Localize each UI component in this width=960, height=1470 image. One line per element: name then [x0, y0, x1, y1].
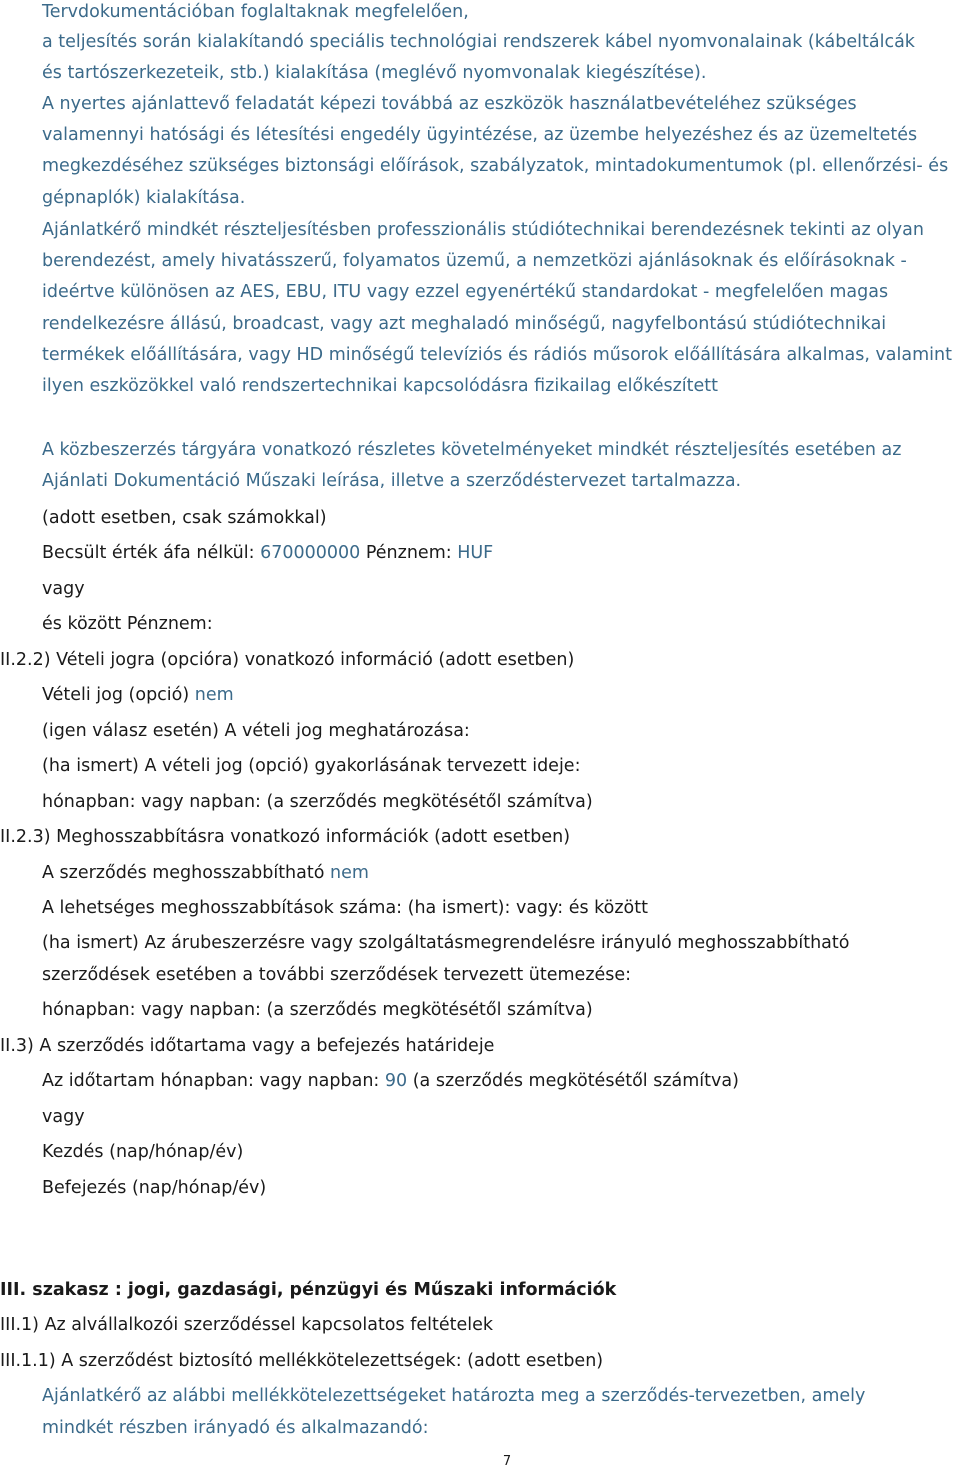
option-planned-time: (ha ismert) A vételi jog (opció) gyakorlásának tervezett ideje:	[42, 756, 581, 776]
renewal-schedule-line-1: (ha ismert) Az árubeszerzésre vagy szolgáltatásmegrendelésre irányuló meghosszabbítható	[42, 933, 850, 953]
intro-paragraph-2: A nyertes ajánlattevő feladatát képezi továbbá az eszközök használatbevételéhez szükséges valamennyi hatósági és létesítési engedély ügyintézése, az üzembe helyezéshez és az üzemeltetés megkezdéséhez szükséges biztonsági előírások, szabályzatok, mintadokumentumok (pl. ellenőrzési- és gépnaplók) kialakítása.	[42, 94, 949, 208]
duration-start: Kezdés (nap/hónap/év)	[42, 1142, 244, 1162]
section-heading-ii-2-2: II.2.2) Vételi jogra (opcióra) vonatkozó információ (adott esetben)	[0, 650, 575, 670]
intro-line-1: Tervdokumentációban foglaltaknak megfelelően,	[42, 2, 469, 22]
section-heading-iii-1-1: III.1.1) A szerződést biztosító mellékkötelezettségek: (adott esetben)	[0, 1351, 604, 1371]
duration-end: Befejezés (nap/hónap/év)	[42, 1178, 267, 1198]
renewal-count: A lehetséges meghosszabbítások száma: (ha ismert): vagy: és között	[42, 898, 648, 918]
duration-value: 90	[384, 1071, 408, 1091]
duration-row	[42, 1069, 739, 1093]
option-right-row	[42, 683, 234, 707]
section-heading-ii-2-3: II.2.3) Meghosszabbításra vonatkozó információk (adott esetben)	[0, 827, 571, 847]
currency-value: HUF	[457, 543, 494, 563]
intro-line-3: és tartószerkezeteik, stb.) kialakítása (meglévő nyomvonalak kiegészítése).	[42, 63, 707, 83]
option-months: hónapban: vagy napban: (a szerződés megkötésétől számítva)	[42, 792, 593, 812]
currency-label: Pénznem:	[360, 543, 458, 563]
value-between: és között Pénznem:	[42, 614, 213, 634]
page-number: 7	[502, 1454, 512, 1469]
renewal-schedule-line-2: szerződések esetében a további szerződések tervezett ütemezése:	[42, 965, 632, 985]
option-definition: (igen válasz esetén) A vételi jog meghatározása:	[42, 721, 470, 741]
estimated-value-row	[42, 541, 493, 565]
duration-or: vagy	[42, 1107, 85, 1127]
renewal-months: hónapban: vagy napban: (a szerződés megkötésétől számítva)	[42, 1000, 593, 1020]
value-note: (adott esetben, csak számokkal)	[42, 508, 327, 528]
renewal-row	[42, 861, 369, 885]
estimated-value-label: Becsült érték áfa nélkül:	[42, 543, 261, 563]
estimated-value-amount: 670000000	[260, 543, 361, 563]
section-heading-iii-1: III.1) Az alvállalkozói szerződéssel kapcsolatos feltételek	[0, 1315, 494, 1335]
section-iii-text-line-1: Ajánlatkérő az alábbi mellékkötelezettségeket határozta meg a szerződés-tervezetben, amely	[42, 1386, 866, 1406]
intro-paragraph-3: Ajánlatkérő mindkét részteljesítésben professzionális stúdiótechnikai berendezésnek tekinti az olyan berendezést, amely hivatásszerű, folyamatos üzemű, a nemzetközi ajánlásoknak és előírásoknak - ideértve különösen az AES, EBU, ITU vagy ezzel egyenértékű standardokat - megfelelően magas rendelkezésre állású, broadcast, vagy azt meghaladó minőségű, nagyfelbontású stúdiótechnikai termékek előállítására, vagy HD minőségű televíziós és rádiós műsorok előállítására alkalmas, valamint ilyen eszközökkel való rendszertechnikai kapcsolódásra fizikailag előkészített	[42, 220, 952, 397]
option-right-label: Vételi jog (opció)	[42, 685, 195, 705]
intro-line-2: a teljesítés során kialakítandó speciális technológiai rendszerek kábel nyomvonalainak (kábeltálcák	[42, 32, 915, 52]
duration-suffix: (a szerződés megkötésétől számítva)	[407, 1071, 739, 1091]
option-right-value: nem	[194, 685, 234, 705]
section-heading-ii-3: II.3) A szerződés időtartama vagy a befejezés határideje	[0, 1036, 495, 1056]
section-iii-title: III. szakasz : jogi, gazdasági, pénzügyi és Műszaki információk	[0, 1280, 617, 1300]
section-iii-text-line-2: mindkét részben irányadó és alkalmazandó:	[42, 1418, 429, 1438]
duration-label: Az időtartam hónapban: vagy napban:	[42, 1071, 385, 1091]
value-or: vagy	[42, 579, 85, 599]
renewal-value: nem	[330, 863, 369, 883]
intro-paragraph-4: A közbeszerzés tárgyára vonatkozó részletes követelményeket mindkét részteljesítés esetében az Ajánlati Dokumentáció Műszaki leírása, illetve a szerződéstervezet tartalmazza.	[42, 440, 902, 492]
renewal-label: A szerződés meghosszabbítható	[42, 863, 330, 883]
